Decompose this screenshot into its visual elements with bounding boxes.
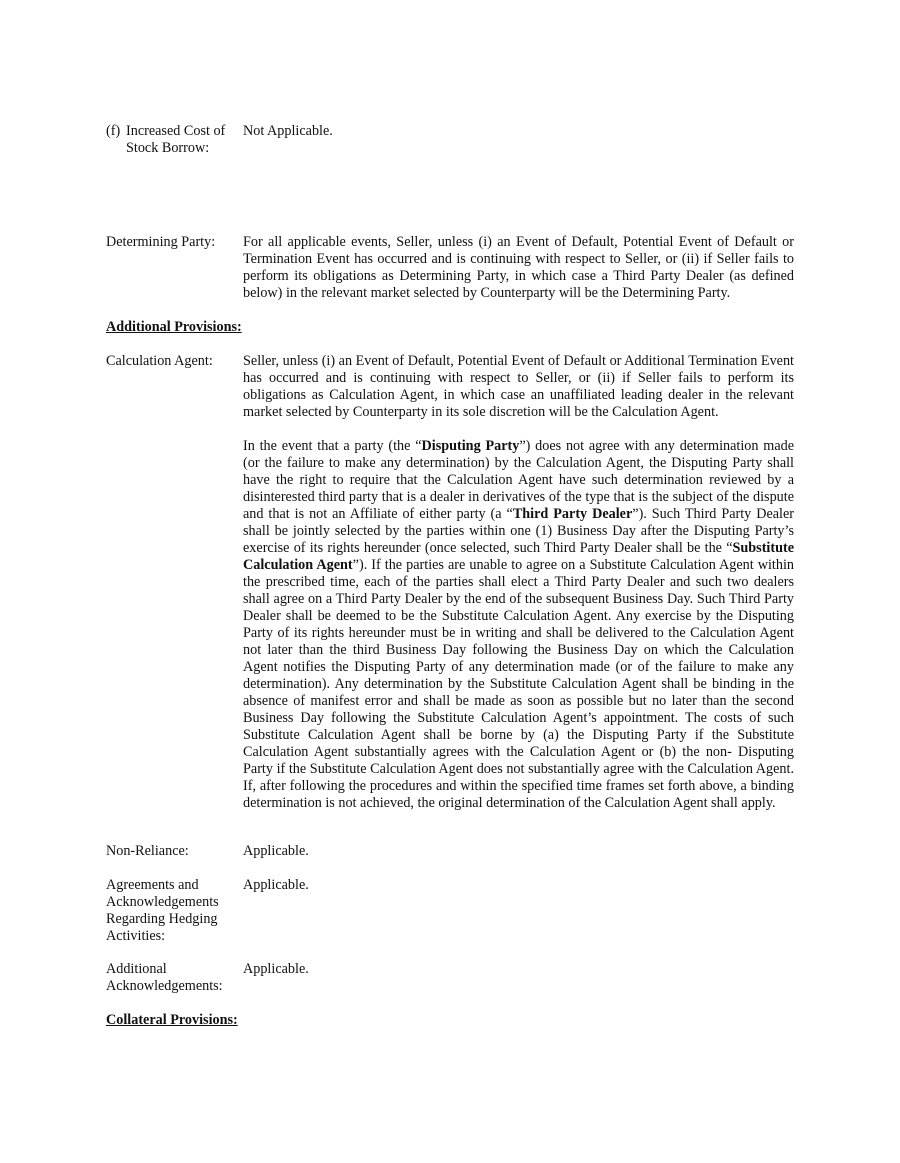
- agreements-row: [106, 877, 796, 947]
- determining-party-value: For all applicable events, Seller, unless (i) an Event of Default, Potential Event of Default or Termination Event has occurred and is continuing with respect to Seller, or (ii) if Seller fails to perform its obligations as Determining Party, in which case a Third Party Dealer (as defined below) in the relevant market selected by Counterparty will be the Determining Party.: [243, 234, 794, 301]
- para2-text-1: In the event that a party (the “: [243, 438, 422, 454]
- calculation-agent-para2: [243, 438, 794, 812]
- additional-ack-row: [106, 961, 796, 997]
- increased-cost-value: Not Applicable.: [243, 123, 333, 139]
- calculation-agent-para1: Seller, unless (i) an Event of Default, Potential Event of Default or Additional Termination Event has occurred and is continuing with respect to Seller, or (ii) if Seller fails to perform its obligations as Calculation Agent, in which case an unaffiliated leading dealer in the relevant market selected by Counterparty in its sole discretion will be the Calculation Agent.: [243, 353, 794, 420]
- third-party-dealer-term: Third Party Dealer: [512, 506, 633, 522]
- increased-cost-label-text: Increased Cost of Stock Borrow:: [126, 123, 226, 156]
- increased-cost-number: (f): [106, 123, 121, 139]
- para2-text-2: ”) does not agree with any determination made (or the failure to make any determination) by the Calculation Agent, the Disputing Party shall have the right to require that the Calculation Agent have such determination reviewed by a disinterested third party that is a dealer in derivatives of the type that is the subject of the dispute and that is not an Affiliate of either party (a “: [243, 438, 795, 522]
- calculation-agent-value: [243, 353, 794, 812]
- non-reliance-value: Applicable.: [243, 843, 309, 859]
- additional-provisions-heading: Additional Provisions:: [106, 319, 242, 335]
- substitute-calculation-agent-term: Substitute Calculation Agent: [243, 540, 794, 573]
- non-reliance-row: [106, 843, 796, 863]
- determining-party-row: [106, 234, 796, 306]
- agreements-label: Agreements and Acknowledgements Regarding Hedging Activities:: [106, 877, 219, 944]
- para2-text-4: ”). If the parties are unable to agree on a Substitute Calculation Agent within the prescribed time, each of the parties shall elect a Third Party Dealer and such two dealers shall agree on a Third Party Dealer by the end of the subsequent Business Day. Such Third Party Dealer shall be deemed to be the Substitute Calculation Agent. Any exercise by the Disputing Party of its rights hereunder must be in writing and shall be delivered to the Calculation Agent not later than the third Business Day following the Business Day on which the Calculation Agent notifies the Disputing Party of any determination made (or of the failure to make any determination). Any determination by the Substitute Calculation Agent shall be binding in the absence of manifest error and shall be made as soon as possible but no later than the second Business Day following the Substitute Calculation Agent’s appointment. The costs of such Substitute Calculation Agent shall be borne by (a) the Disputing Party if the Substitute Calculation Agent substantially agrees with the Calculation Agent or (b) the non- Disputing Party if the Substitute Calculation Agent does not substantially agree with the Calculation Agent. If, after following the procedures and within the specified time frames set forth above, a binding determination is not achieved, the original determination of the Calculation Agent shall apply.: [243, 557, 795, 811]
- additional-ack-label: Additional Acknowledgements:: [106, 961, 223, 994]
- agreements-value: Applicable.: [243, 877, 309, 893]
- determining-party-label: Determining Party:: [106, 234, 216, 250]
- calculation-agent-row: [106, 353, 796, 828]
- additional-ack-value: Applicable.: [243, 961, 309, 977]
- collateral-provisions-heading: Collateral Provisions:: [106, 1012, 238, 1028]
- para2-text-3: ”). Such Third Party Dealer shall be jointly selected by the parties within one (1) Business Day after the Disputing Party’s exercise of its rights hereunder (once selected, such Third Party Dealer shall be the “: [243, 506, 795, 556]
- disputing-party-term: Disputing Party: [421, 438, 520, 454]
- increased-cost-row: [106, 123, 796, 163]
- non-reliance-label: Non-Reliance:: [106, 843, 189, 859]
- calculation-agent-label: Calculation Agent:: [106, 353, 213, 369]
